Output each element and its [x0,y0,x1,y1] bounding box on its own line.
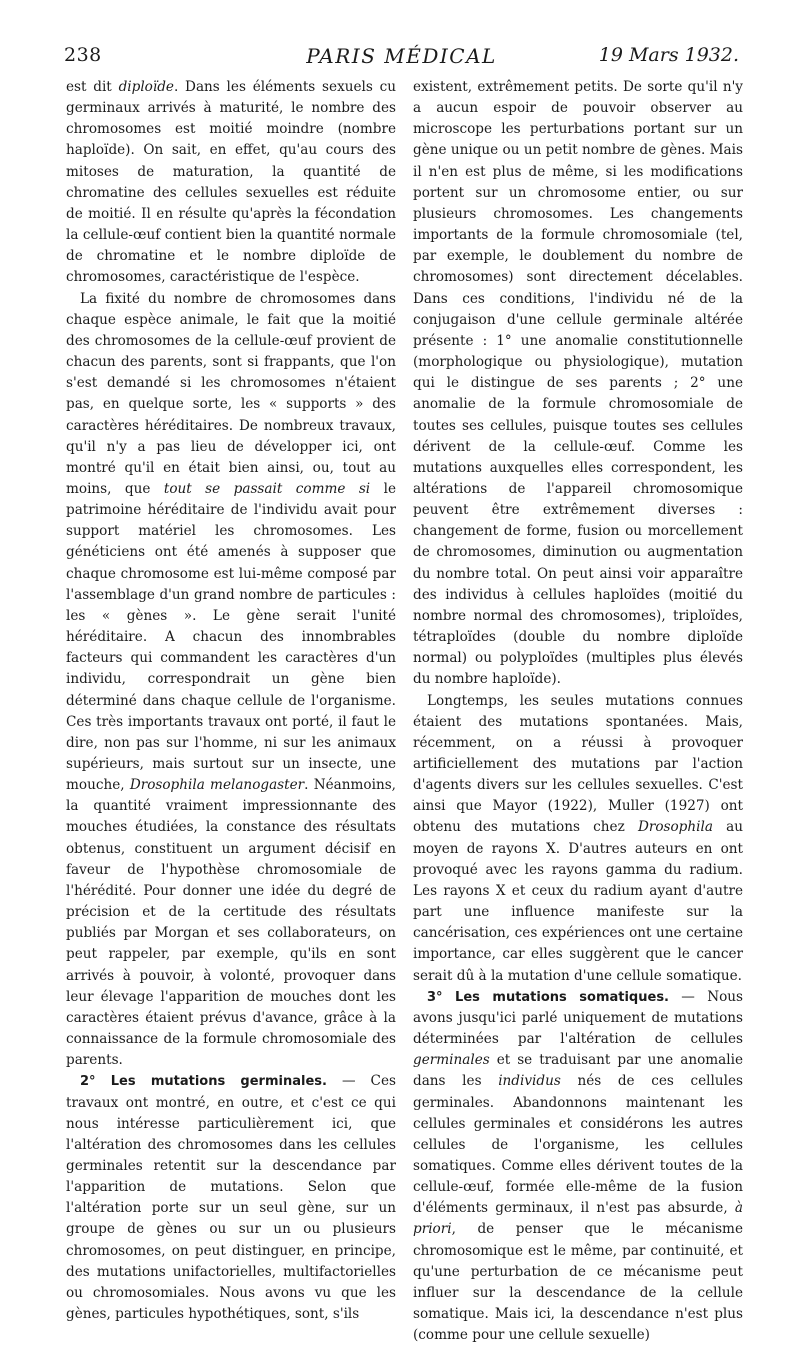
section-paragraph: 3° Les mutations somatiques. — Nous avons jusqu'ici parlé uniquement de mutations déterminées par l'altération de cellules germinales et se traduisant par une anomalie dans les individus nés de ces cellules germinales. Abandonnons maintenant les cellules germinales et considérons les autres cellules de l'organisme, les cellules somatiques. Comme elles dérivent toutes de la cellule-œuf, formée elle-même de la fusion d'éléments germinaux, il n'est pas absurde, à priori, de penser que le mécanisme chromosomique est le même, par continuité, et qu'une perturbation de ce mécanisme peut influer sur la descendance de la cellule somatique. Mais ici, la descendance n'est plus (comme pour une cellule sexuelle) [413,988,744,1344]
paragraph: existent, extrêmement petits. De sorte qu'il n'y a aucun espoir de pouvoir observer au microscope les perturbations portant sur un gène unique ou un petit nombre de gènes. Mais il n'en est plus de même, si les modifications portent sur un chromosome entier, ou sur plusieurs chromosomes. Les changements importants de la formule chromosomiale (tel, par exemple, le doublement du nombre de chromosomes) sont directement décelables. Dans ces conditions, l'individu né de la conjugaison d'une cellule germinale altérée présente : 1° une anomalie constitutionnelle (morphologique ou physiologique), mutation qui le distingue de ses parents ; 2° une anomalie de la formule chromosomiale de toutes ses cellules, puisque toutes ses cellules dérivent de la cellule-œuf. Comme les mutations auxquelles elles correspondent, les altérations de l'appareil chromosomique peuvent être extrêmement diverses : changement de forme, fusion ou morcellement de chromosomes, diminution ou augmentation du nombre total. On peut ainsi voir apparaître des individus à cellules haploïdes (moitié du nombre normal des chromosomes), triploïdes, tétraploïdes (double du nombre diploïde normal) ou polyploïdes (multiples plus élevés du nombre haploïde). [413,79,743,688]
right-column [413,77,743,1346]
paragraph: La fixité du nombre de chromosomes dans chaque espèce animale, le fait que la moitié des chromosomes de la cellule-œuf provient de chacun des parents, sont si frappants, que l'on s'est demandé si les chromosomes n'étaient pas, en quelque sorte, les « supports » des caractères héréditaires. De nombreux travaux, qu'il n'y a pas lieu de développer ici, ont montré qu'il en était bien ainsi, ou, tout au moins, que tout se passait comme si le patrimoine héréditaire de l'individu avait pour support matériel les chromosomes. Les généticiens ont été amenés à supposer que chaque chromosome est lui-même composé par l'assemblage d'un grand nombre de particules : les « gènes ». Le gène serait l'unité héréditaire. A chacun des innombrables facteurs qui commandent les caractères d'un individu, correspondrait un gène bien déterminé dans chaque cellule de l'organisme. Ces très importants travaux ont porté, il faut le dire, non pas sur l'homme, ni sur les animaux supérieurs, mais surtout sur un insecte, une mouche, Drosophila melanogaster. Néanmoins, la quantité vraiment impressionnante des mouches étudiées, la constance des résultats obtenus, constituent un argument décisif en faveur de l'hypothèse chromosomiale de l'hérédité. Pour donner une idée du degré de précision et de la certitude des résultats publiés par Morgan et ses collaborateurs, on peut rappeler, par exemple, qu'ils en sont arrivés à pouvoir, à volonté, provoquer dans leur élevage l'apparition de mouches dont les caractères étaient prévus d'avance, grâce à la connaissance de la formule chromosomiale des parents. [66,290,397,1069]
section-title: 3° Les mutations somatiques. [427,989,669,1005]
species-name: Drosophila melanogaster [129,777,305,794]
species-name: Drosophila [637,819,713,836]
emphasis: diploïde [118,79,174,95]
journal-title: PARIS MÉDICAL [306,44,497,68]
paragraph: Longtemps, les seules mutations connues étaient des mutations spontanées. Mais, récemment, on a réussi à provoquer artificiellement des mutations par l'action d'agents divers sur les cellules sexuelles. C'est ainsi que Mayor (1922), Muller (1927) ont obtenu des mutations chez Drosophila au moyen de rayons X. D'autres auteurs en ont provoqué avec les rayons gamma du radium. Les rayons X et ceux du radium ayant d'autre part une influence manifeste sur la cancérisation, ces expériences ont une certaine importance, car elles suggèrent que le cancer serait dû à la mutation d'une cellule somatique. [413,692,743,984]
page-header [64,44,739,74]
emphasis: individus [498,1073,561,1090]
section-paragraph: 2° Les mutations germinales. — Ces travaux ont montré, en outre, et c'est ce qui nous intéresse particulièrement ici, que l'altération des chromosomes dans les cellules germinales retentit sur la descendance par l'apparition de mutations. Selon que l'altération porte sur un seul gène, sur un groupe de gènes ou sur un ou plusieurs chromosomes, on peut distinguer, en principe, des mutations unifactorielles, multifactorielles ou chromosomiales. Nous avons vu que les gènes, particules hypothétiques, sont, s'ils [66,1073,396,1323]
page-number: 238 [64,44,102,66]
emphasis: germinales [413,1052,490,1069]
emphasis: à priori [413,1200,743,1238]
paragraph: est dit diploïde. Dans les éléments sexuels cu germinaux arrivés à maturité, le nombre des chromosomes est moitié moindre (nombre haploïde). On sait, en effet, qu'au cours des mitoses de maturation, la quantité de chromatine des cellules sexuelles est réduite de moitié. Il en résulte qu'après la fécondation la cellule-œuf contient bien la quantité normale de chromatine et le nombre diploïde de chromosomes, caractéristique de l'espèce. [66,79,397,286]
section-title: 2° Les mutations germinales. [80,1074,327,1090]
left-column [66,77,396,1325]
emphasis: tout se passait comme si [163,480,371,497]
issue-date: 19 Mars 1932. [598,44,739,66]
